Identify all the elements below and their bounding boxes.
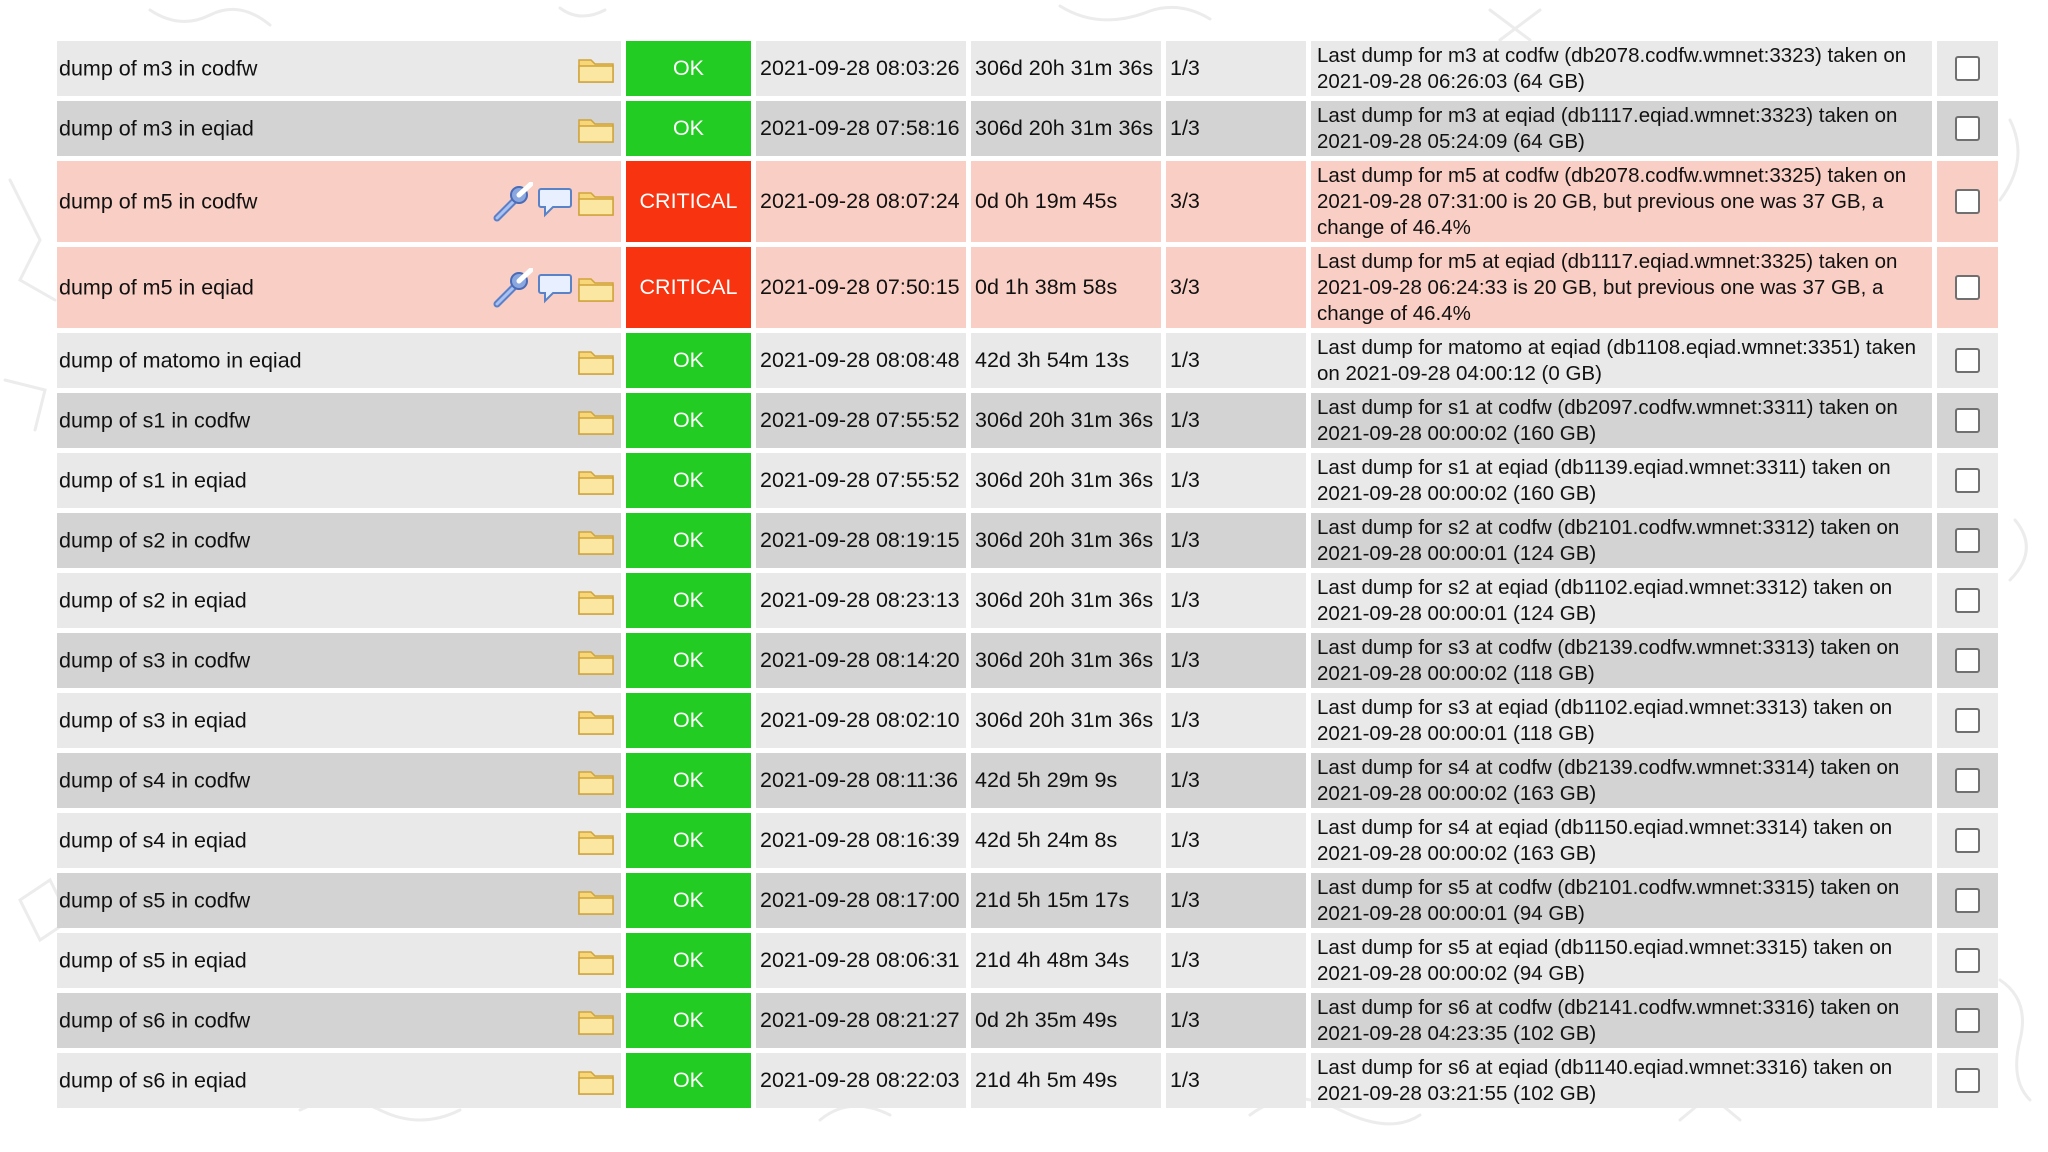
select-cell: [1937, 453, 1998, 508]
table-row: [57, 633, 1998, 688]
last-check-time: 2021-09-28 08:06:31: [756, 933, 966, 988]
last-check-time: 2021-09-28 07:55:52: [756, 393, 966, 448]
service-icons: [577, 346, 615, 376]
service-name-link[interactable]: dump of s1 in eqiad: [59, 468, 247, 492]
select-cell: [1937, 633, 1998, 688]
status-information: Last dump for m3 at eqiad (db1117.eqiad.wmnet:3323) taken on 2021-09-28 05:24:09 (64 GB): [1311, 101, 1932, 156]
status-badge: OK: [626, 333, 751, 388]
status-information: Last dump for m5 at eqiad (db1117.eqiad.wmnet:3325) taken on 2021-09-28 06:24:33 is 20 GB, but previous one was 37 GB, a change of 46.4%: [1311, 247, 1932, 328]
folder-icon[interactable]: [577, 1066, 615, 1096]
attempt-count: 1/3: [1166, 453, 1306, 508]
table-row: [57, 393, 1998, 448]
last-check-time: 2021-09-28 08:21:27: [756, 993, 966, 1048]
service-name-link[interactable]: dump of m3 in eqiad: [59, 116, 254, 140]
table-row: [57, 1053, 1998, 1108]
select-cell: [1937, 753, 1998, 808]
status-badge: OK: [626, 513, 751, 568]
status-badge: OK: [626, 993, 751, 1048]
attempt-count: 1/3: [1166, 753, 1306, 808]
folder-icon[interactable]: [577, 466, 615, 496]
status-duration: 0d 2h 35m 49s: [971, 993, 1161, 1048]
table-row: [57, 693, 1998, 748]
status-duration: 42d 5h 24m 8s: [971, 813, 1161, 868]
service-cell: [57, 393, 621, 448]
last-check-time: 2021-09-28 08:22:03: [756, 1053, 966, 1108]
table-row: [57, 813, 1998, 868]
status-duration: 306d 20h 31m 36s: [971, 41, 1161, 96]
status-badge: OK: [626, 873, 751, 928]
service-name-link[interactable]: dump of s3 in codfw: [59, 648, 251, 672]
last-check-time: 2021-09-28 08:08:48: [756, 333, 966, 388]
status-duration: 306d 20h 31m 36s: [971, 453, 1161, 508]
last-check-time: 2021-09-28 07:50:15: [756, 247, 966, 328]
select-cell: [1937, 1053, 1998, 1108]
last-check-time: 2021-09-28 08:14:20: [756, 633, 966, 688]
service-icons: [577, 946, 615, 976]
status-badge: OK: [626, 41, 751, 96]
folder-icon[interactable]: [577, 526, 615, 556]
select-cell: [1937, 41, 1998, 96]
status-information: Last dump for s6 at eqiad (db1140.eqiad.wmnet:3316) taken on 2021-09-28 03:21:55 (102 GB): [1311, 1053, 1932, 1108]
service-name-link[interactable]: dump of s2 in eqiad: [59, 588, 247, 612]
select-cell: [1937, 813, 1998, 868]
folder-icon[interactable]: [577, 54, 615, 84]
service-icons: [577, 706, 615, 736]
table-row: [57, 753, 1998, 808]
last-check-time: 2021-09-28 08:11:36: [756, 753, 966, 808]
status-information: Last dump for s1 at eqiad (db1139.eqiad.wmnet:3311) taken on 2021-09-28 00:00:02 (160 GB): [1311, 453, 1932, 508]
attempt-count: 1/3: [1166, 41, 1306, 96]
status-badge: OK: [626, 933, 751, 988]
status-duration: 306d 20h 31m 36s: [971, 101, 1161, 156]
comment-icon[interactable]: [537, 271, 573, 305]
folder-icon[interactable]: [577, 346, 615, 376]
table-row: [57, 247, 1998, 328]
status-duration: 306d 20h 31m 36s: [971, 513, 1161, 568]
status-information: Last dump for m5 at codfw (db2078.codfw.wmnet:3325) taken on 2021-09-28 07:31:00 is 20 GB, but previous one was 37 GB, a change of 46.4%: [1311, 161, 1932, 242]
select-cell: [1937, 161, 1998, 242]
service-cell: [57, 753, 621, 808]
select-cell: [1937, 993, 1998, 1048]
status-information: Last dump for m3 at codfw (db2078.codfw.wmnet:3323) taken on 2021-09-28 06:26:03 (64 GB): [1311, 41, 1932, 96]
service-icons: [577, 406, 615, 436]
service-icons: [577, 1006, 615, 1036]
table-row: [57, 453, 1998, 508]
service-name-link[interactable]: dump of s5 in codfw: [59, 888, 251, 912]
attempt-count: 1/3: [1166, 813, 1306, 868]
status-badge: OK: [626, 693, 751, 748]
service-cell: [57, 873, 621, 928]
service-icons: [577, 114, 615, 144]
service-cell: [57, 513, 621, 568]
select-cell: [1937, 101, 1998, 156]
status-badge: OK: [626, 393, 751, 448]
service-icons: [577, 526, 615, 556]
table-row: [57, 933, 1998, 988]
attempt-count: 1/3: [1166, 633, 1306, 688]
select-checkbox[interactable]: [1955, 468, 1980, 493]
select-checkbox[interactable]: [1955, 408, 1980, 433]
status-badge: OK: [626, 813, 751, 868]
attempt-count: 1/3: [1166, 993, 1306, 1048]
status-information: Last dump for s1 at codfw (db2097.codfw.wmnet:3311) taken on 2021-09-28 00:00:02 (160 GB): [1311, 393, 1932, 448]
comment-icon[interactable]: [537, 185, 573, 219]
service-cell: [57, 693, 621, 748]
status-duration: 42d 3h 54m 13s: [971, 333, 1161, 388]
status-duration: 306d 20h 31m 36s: [971, 393, 1161, 448]
status-duration: 0d 0h 19m 45s: [971, 161, 1161, 242]
status-information: Last dump for s5 at eqiad (db1150.eqiad.wmnet:3315) taken on 2021-09-28 00:00:02 (94 GB): [1311, 933, 1932, 988]
table-row: [57, 513, 1998, 568]
service-cell: [57, 453, 621, 508]
table-row: [57, 101, 1998, 156]
attempt-count: 3/3: [1166, 161, 1306, 242]
table-row: [57, 993, 1998, 1048]
service-name-link[interactable]: dump of matomo in eqiad: [59, 348, 302, 372]
folder-icon[interactable]: [577, 706, 615, 736]
select-checkbox[interactable]: [1955, 648, 1980, 673]
status-badge: OK: [626, 573, 751, 628]
service-cell: [57, 41, 621, 96]
service-name-link[interactable]: dump of m3 in codfw: [59, 56, 258, 80]
select-checkbox[interactable]: [1955, 588, 1980, 613]
status-badge: OK: [626, 1053, 751, 1108]
service-icons: [577, 826, 615, 856]
attempt-count: 1/3: [1166, 933, 1306, 988]
status-information: Last dump for s2 at eqiad (db1102.eqiad.wmnet:3312) taken on 2021-09-28 00:00:01 (124 GB): [1311, 573, 1932, 628]
select-checkbox[interactable]: [1955, 528, 1980, 553]
status-badge: OK: [626, 633, 751, 688]
attempt-count: 1/3: [1166, 573, 1306, 628]
status-duration: 306d 20h 31m 36s: [971, 693, 1161, 748]
status-badge: OK: [626, 101, 751, 156]
folder-icon[interactable]: [577, 187, 615, 217]
last-check-time: 2021-09-28 07:55:52: [756, 453, 966, 508]
last-check-time: 2021-09-28 07:58:16: [756, 101, 966, 156]
select-cell: [1937, 513, 1998, 568]
select-checkbox[interactable]: [1955, 189, 1980, 214]
service-cell: [57, 333, 621, 388]
select-cell: [1937, 933, 1998, 988]
service-icons: [577, 886, 615, 916]
select-cell: [1937, 693, 1998, 748]
service-name-link[interactable]: dump of m5 in eqiad: [59, 275, 254, 299]
table-row: [57, 873, 1998, 928]
select-checkbox[interactable]: [1955, 275, 1980, 300]
select-checkbox[interactable]: [1955, 708, 1980, 733]
attempt-count: 1/3: [1166, 513, 1306, 568]
folder-icon[interactable]: [577, 1006, 615, 1036]
status-duration: 21d 4h 5m 49s: [971, 1053, 1161, 1108]
service-name-link[interactable]: dump of s6 in eqiad: [59, 1068, 247, 1092]
service-cell: [57, 1053, 621, 1108]
status-information: Last dump for s4 at codfw (db2139.codfw.wmnet:3314) taken on 2021-09-28 00:00:02 (163 GB): [1311, 753, 1932, 808]
attempt-count: 1/3: [1166, 393, 1306, 448]
service-name-link[interactable]: dump of s3 in eqiad: [59, 708, 247, 732]
select-checkbox[interactable]: [1955, 116, 1980, 141]
status-information: Last dump for s2 at codfw (db2101.codfw.wmnet:3312) taken on 2021-09-28 00:00:01 (124 GB): [1311, 513, 1932, 568]
folder-icon[interactable]: [577, 766, 615, 796]
select-cell: [1937, 873, 1998, 928]
select-checkbox[interactable]: [1955, 948, 1980, 973]
folder-icon[interactable]: [577, 586, 615, 616]
select-checkbox[interactable]: [1955, 1068, 1980, 1093]
folder-icon[interactable]: [577, 946, 615, 976]
last-check-time: 2021-09-28 08:16:39: [756, 813, 966, 868]
last-check-time: 2021-09-28 08:17:00: [756, 873, 966, 928]
attempt-count: 1/3: [1166, 693, 1306, 748]
folder-icon[interactable]: [577, 273, 615, 303]
select-checkbox[interactable]: [1955, 828, 1980, 853]
status-badge: CRITICAL: [626, 161, 751, 242]
service-name-link[interactable]: dump of s6 in codfw: [59, 1008, 251, 1032]
folder-icon[interactable]: [577, 646, 615, 676]
service-name-link[interactable]: dump of s1 in codfw: [59, 408, 251, 432]
status-duration: 0d 1h 38m 58s: [971, 247, 1161, 328]
service-name-link[interactable]: dump of s4 in eqiad: [59, 828, 247, 852]
status-information: Last dump for s3 at codfw (db2139.codfw.wmnet:3313) taken on 2021-09-28 00:00:02 (118 GB): [1311, 633, 1932, 688]
folder-icon[interactable]: [577, 406, 615, 436]
select-checkbox[interactable]: [1955, 768, 1980, 793]
service-cell: [57, 993, 621, 1048]
status-information: Last dump for s4 at eqiad (db1150.eqiad.wmnet:3314) taken on 2021-09-28 00:00:02 (163 GB): [1311, 813, 1932, 868]
attempt-count: 1/3: [1166, 101, 1306, 156]
select-checkbox[interactable]: [1955, 348, 1980, 373]
select-checkbox[interactable]: [1955, 1008, 1980, 1033]
service-cell: [57, 933, 621, 988]
status-badge: CRITICAL: [626, 247, 751, 328]
select-cell: [1937, 573, 1998, 628]
status-information: Last dump for s3 at eqiad (db1102.eqiad.wmnet:3313) taken on 2021-09-28 00:00:01 (118 GB): [1311, 693, 1932, 748]
service-cell: [57, 573, 621, 628]
service-cell: [57, 247, 621, 328]
folder-icon[interactable]: [577, 826, 615, 856]
status-information: Last dump for s5 at codfw (db2101.codfw.wmnet:3315) taken on 2021-09-28 00:00:01 (94 GB): [1311, 873, 1932, 928]
status-information: Last dump for s6 at codfw (db2141.codfw.wmnet:3316) taken on 2021-09-28 04:23:35 (102 GB): [1311, 993, 1932, 1048]
status-badge: OK: [626, 453, 751, 508]
folder-icon[interactable]: [577, 114, 615, 144]
table-row: [57, 573, 1998, 628]
status-duration: 42d 5h 29m 9s: [971, 753, 1161, 808]
last-check-time: 2021-09-28 08:02:10: [756, 693, 966, 748]
wrench-icon[interactable]: [491, 268, 533, 308]
service-icons: [577, 766, 615, 796]
attempt-count: 1/3: [1166, 1053, 1306, 1108]
service-status-table: [52, 36, 2003, 1113]
status-badge: OK: [626, 753, 751, 808]
last-check-time: 2021-09-28 08:19:15: [756, 513, 966, 568]
service-cell: [57, 101, 621, 156]
table-row: [57, 161, 1998, 242]
last-check-time: 2021-09-28 08:07:24: [756, 161, 966, 242]
service-icons: [577, 586, 615, 616]
attempt-count: 1/3: [1166, 873, 1306, 928]
service-cell: [57, 161, 621, 242]
status-duration: 306d 20h 31m 36s: [971, 573, 1161, 628]
service-cell: [57, 633, 621, 688]
service-icons: [577, 646, 615, 676]
service-icons: [491, 182, 615, 222]
service-name-link[interactable]: dump of m5 in codfw: [59, 189, 258, 213]
folder-icon[interactable]: [577, 886, 615, 916]
service-icons: [491, 268, 615, 308]
status-information: Last dump for matomo at eqiad (db1108.eqiad.wmnet:3351) taken on 2021-09-28 04:00:12 (0 GB): [1311, 333, 1932, 388]
attempt-count: 3/3: [1166, 247, 1306, 328]
select-cell: [1937, 333, 1998, 388]
service-name-link[interactable]: dump of s4 in codfw: [59, 768, 251, 792]
last-check-time: 2021-09-28 08:23:13: [756, 573, 966, 628]
wrench-icon[interactable]: [491, 182, 533, 222]
select-cell: [1937, 393, 1998, 448]
status-duration: 21d 4h 48m 34s: [971, 933, 1161, 988]
service-icons: [577, 466, 615, 496]
last-check-time: 2021-09-28 08:03:26: [756, 41, 966, 96]
service-name-link[interactable]: dump of s5 in eqiad: [59, 948, 247, 972]
service-icons: [577, 1066, 615, 1096]
table-row: [57, 333, 1998, 388]
status-duration: 306d 20h 31m 36s: [971, 633, 1161, 688]
attempt-count: 1/3: [1166, 333, 1306, 388]
service-name-link[interactable]: dump of s2 in codfw: [59, 528, 251, 552]
service-icons: [577, 54, 615, 84]
select-checkbox[interactable]: [1955, 888, 1980, 913]
service-cell: [57, 813, 621, 868]
select-checkbox[interactable]: [1955, 56, 1980, 81]
select-cell: [1937, 247, 1998, 328]
status-duration: 21d 5h 15m 17s: [971, 873, 1161, 928]
table-row: [57, 41, 1998, 96]
